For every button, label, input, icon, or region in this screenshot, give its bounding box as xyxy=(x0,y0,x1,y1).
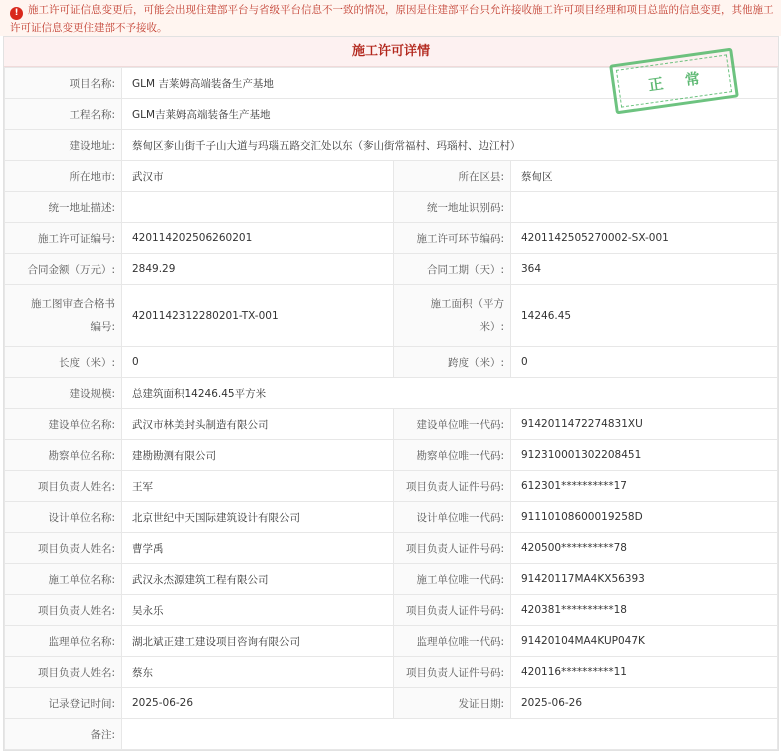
field-label: 记录登记时间: xyxy=(5,688,122,719)
notice-banner xyxy=(0,0,781,36)
field-label: 建设地址: xyxy=(5,130,122,161)
field-label: 项目名称: xyxy=(5,68,122,99)
field-label: 施工许可证编号: xyxy=(5,223,122,254)
exclamation-icon: ! xyxy=(10,7,23,20)
field-label: 施工面积（平方米）: xyxy=(394,285,511,347)
field-label: 合同金额（万元）: xyxy=(5,254,122,285)
contractor-code-value: 91420117MA4KX56393 xyxy=(511,564,778,595)
supervisor-code-value: 91420104MA4KUP047K xyxy=(511,626,778,657)
contractor-value: 武汉永杰源建筑工程有限公司 xyxy=(122,564,394,595)
survey-code-value: 912310001302208451 xyxy=(511,440,778,471)
notice-text: 施工许可证信息变更后，可能会出现住建部平台与省级平台信息不一致的情况，原因是住建部平台只允许接收施工许可项目经理和项目总监的信息变更，其他施工许可证信息变更住建部不予接收。 xyxy=(10,4,774,34)
field-label: 监理单位唯一代码: xyxy=(394,626,511,657)
engineering-name-value: GLM吉莱姆高端装备生产基地 xyxy=(122,99,778,130)
contract-period-value: 364 xyxy=(511,254,778,285)
table-row xyxy=(5,192,778,223)
project-name-value: GLM 吉莱姆高端装备生产基地 xyxy=(122,68,778,99)
field-label: 项目负责人证件号码: xyxy=(394,657,511,688)
field-label: 建设单位名称: xyxy=(5,409,122,440)
field-label: 项目负责人证件号码: xyxy=(394,533,511,564)
table-row xyxy=(5,285,778,347)
table-row xyxy=(5,502,778,533)
permit-no-value: 4201142025062602​01 xyxy=(122,223,394,254)
stamp-text: 正常 xyxy=(616,54,732,107)
builder-code-value: 9142011472274831XU xyxy=(511,409,778,440)
supervisor-value: 湖北斌正建工建设项目咨询有限公司 xyxy=(122,626,394,657)
table-row xyxy=(5,688,778,719)
contractor-leader-id-value: 420381**********18 xyxy=(511,595,778,626)
supervisor-leader-value: 蔡东 xyxy=(122,657,394,688)
drawing-cert-no-value: 4201142312280201-TX-001 xyxy=(122,285,394,347)
table-row xyxy=(5,564,778,595)
field-label: 监理单位名称: xyxy=(5,626,122,657)
unified-addr-code-value xyxy=(511,192,778,223)
survey-leader-value: 王军 xyxy=(122,471,394,502)
contract-amount-value: 2849.29 xyxy=(122,254,394,285)
field-label: 施工单位名称: xyxy=(5,564,122,595)
field-label: 施工图审查合格书编号: xyxy=(5,285,122,347)
table-row xyxy=(5,130,778,161)
survey-leader-id-value: 612301**********17 xyxy=(511,471,778,502)
builder-value: 武汉市林美封头制造有限公司 xyxy=(122,409,394,440)
survey-value: 建勘勘测有限公司 xyxy=(122,440,394,471)
length-value: 0 xyxy=(122,347,394,378)
contractor-leader-value: 吴永乐 xyxy=(122,595,394,626)
table-row xyxy=(5,409,778,440)
table-row xyxy=(5,471,778,502)
issue-date-value: 2025-06-26 xyxy=(511,688,778,719)
remarks-value xyxy=(122,719,778,750)
unified-addr-desc-value xyxy=(122,192,394,223)
span-value: 0 xyxy=(511,347,778,378)
table-row xyxy=(5,347,778,378)
field-label: 项目负责人姓名: xyxy=(5,595,122,626)
table-row xyxy=(5,533,778,564)
field-label: 跨度（米）: xyxy=(394,347,511,378)
address-value: 蔡甸区奓山街千子山大道与玛瑙五路交汇处以东（奓山街常福村、玛瑙村、边江村） xyxy=(122,130,778,161)
field-label: 备注: xyxy=(5,719,122,750)
record-time-value: 2025-06-26 xyxy=(122,688,394,719)
field-label: 所在区县: xyxy=(394,161,511,192)
field-label: 发证日期: xyxy=(394,688,511,719)
field-label: 勘察单位名称: xyxy=(5,440,122,471)
field-label: 设计单位唯一代码: xyxy=(394,502,511,533)
table-row xyxy=(5,161,778,192)
construction-area-value: 14246.45 xyxy=(511,285,778,347)
field-label: 项目负责人姓名: xyxy=(5,533,122,564)
district-value: 蔡甸区 xyxy=(511,161,778,192)
table-row xyxy=(5,378,778,409)
field-label: 建设规模: xyxy=(5,378,122,409)
table-row xyxy=(5,626,778,657)
scale-value: 总建筑面积14246.45平方米 xyxy=(122,378,778,409)
city-value: 武汉市 xyxy=(122,161,394,192)
field-label: 统一地址描述: xyxy=(5,192,122,223)
field-label: 项目负责人证件号码: xyxy=(394,471,511,502)
design-value: 北京世纪中天国际建筑设计有限公司 xyxy=(122,502,394,533)
table-row xyxy=(5,595,778,626)
permit-stage-code-value: 4201142505270002-SX-001 xyxy=(511,223,778,254)
field-label: 项目负责人姓名: xyxy=(5,657,122,688)
field-label: 项目负责人姓名: xyxy=(5,471,122,502)
table-row xyxy=(5,440,778,471)
field-label: 合同工期（天）: xyxy=(394,254,511,285)
table-row xyxy=(5,254,778,285)
table-row xyxy=(5,657,778,688)
field-label: 施工许可环节编码: xyxy=(394,223,511,254)
field-label: 长度（米）: xyxy=(5,347,122,378)
table-row xyxy=(5,223,778,254)
field-label: 施工单位唯一代码: xyxy=(394,564,511,595)
field-label: 项目负责人证件号码: xyxy=(394,595,511,626)
design-leader-value: 曹学禹 xyxy=(122,533,394,564)
table-row xyxy=(5,719,778,750)
permit-detail-panel xyxy=(3,36,779,751)
supervisor-leader-id-value: 420116**********11 xyxy=(511,657,778,688)
field-label: 勘察单位唯一代码: xyxy=(394,440,511,471)
field-label: 所在地市: xyxy=(5,161,122,192)
design-code-value: 91110108600019258D xyxy=(511,502,778,533)
field-label: 统一地址识别码: xyxy=(394,192,511,223)
panel-title: 施工许可详情 xyxy=(4,37,778,67)
field-label: 设计单位名称: xyxy=(5,502,122,533)
design-leader-id-value: 420500**********78 xyxy=(511,533,778,564)
field-label: 建设单位唯一代码: xyxy=(394,409,511,440)
field-label: 工程名称: xyxy=(5,99,122,130)
detail-table xyxy=(4,67,778,750)
